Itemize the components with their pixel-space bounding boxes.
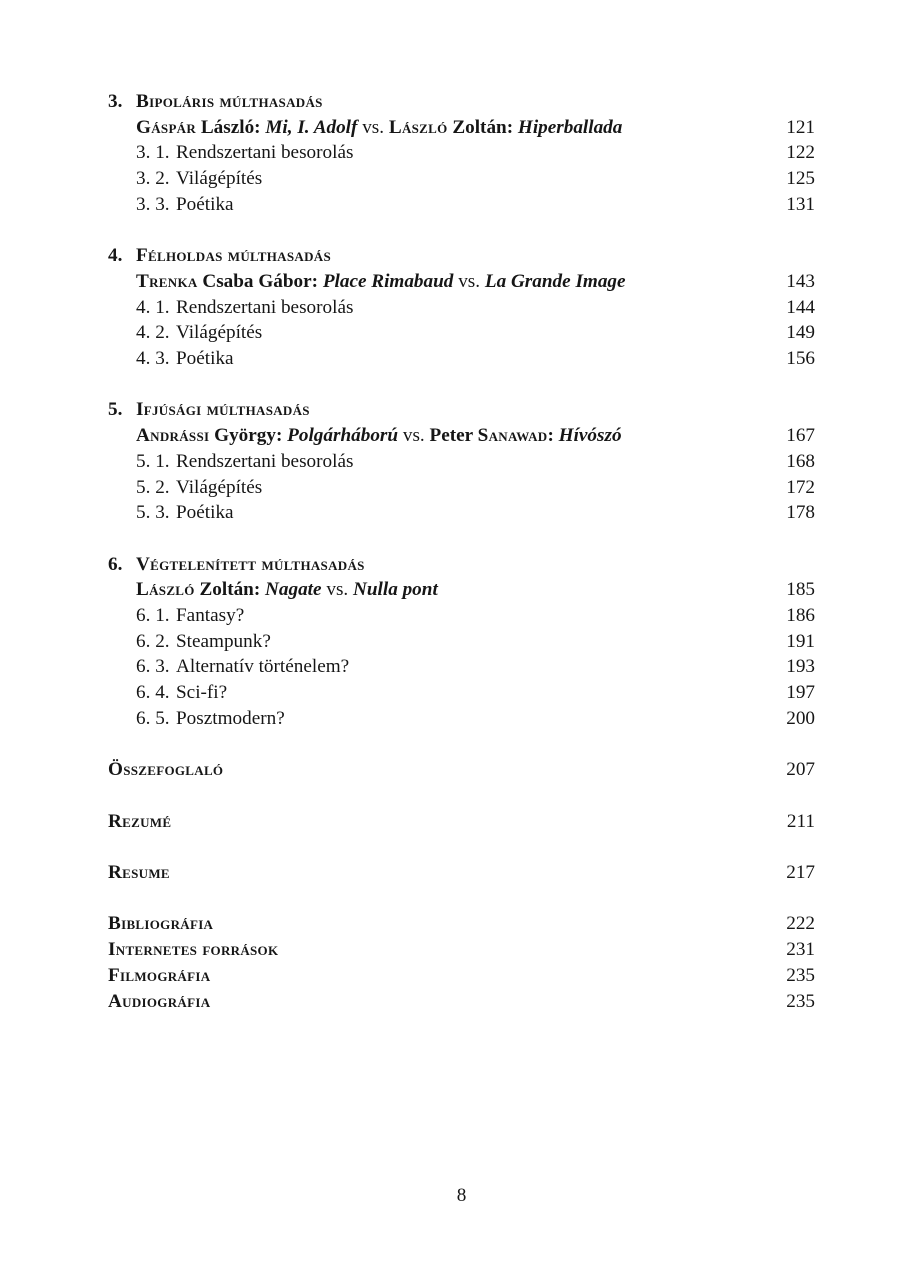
toc-row xyxy=(108,140,815,166)
toc-entry-number: 3. xyxy=(108,91,123,112)
toc-entry-text: Nulla pont xyxy=(353,579,438,601)
toc-entry-page: 185 xyxy=(786,579,815,601)
toc-entry-page: 168 xyxy=(786,450,815,472)
toc-entry-page: 217 xyxy=(786,862,815,883)
toc-entry-label xyxy=(108,243,815,269)
toc-entry-page: 197 xyxy=(786,682,815,704)
toc-entry-number: 3. 2. xyxy=(136,168,170,190)
toc-entry-text: Rendszertani besorolás xyxy=(176,142,354,164)
toc-entry-text: László xyxy=(136,579,195,601)
toc-row xyxy=(108,680,815,706)
toc-entry-text: Bibliográfia xyxy=(108,913,214,935)
toc-row xyxy=(108,911,815,937)
toc-entry-text: Poétika xyxy=(176,502,234,524)
toc-entry-label xyxy=(136,475,786,501)
toc-entry-page: 156 xyxy=(786,348,815,370)
toc-row xyxy=(108,706,815,732)
toc-entry-label xyxy=(136,603,786,629)
toc-entry-page: 121 xyxy=(786,116,815,138)
toc-entry-number: 5. 2. xyxy=(136,476,170,498)
toc-entry-page: 235 xyxy=(786,964,815,986)
toc-row xyxy=(108,423,815,449)
toc-row xyxy=(108,603,815,629)
toc-entry-text: Internetes források xyxy=(108,939,279,961)
toc-entry-text: Gáspár xyxy=(136,116,197,138)
toc-entry-label xyxy=(108,809,787,835)
toc-entry-number: 6. 3. xyxy=(136,656,170,678)
toc-entry-page: 207 xyxy=(786,759,815,781)
toc-entry-text: Hiperballada xyxy=(517,116,623,138)
toc-entry-text: vs. xyxy=(357,116,389,138)
toc-entry-number: 4. 2. xyxy=(136,322,170,344)
toc-entry-text: Világépítés xyxy=(176,322,263,344)
toc-entry-text: Poétika xyxy=(176,348,234,370)
toc-entry-text: Place Rimabaud xyxy=(322,270,454,292)
toc-entry-number: 6. 5. xyxy=(136,707,170,729)
toc-entry-number: 3. 3. xyxy=(136,193,170,215)
toc-row xyxy=(108,320,815,346)
toc-entry-label xyxy=(108,937,786,963)
toc-entry-label xyxy=(108,989,786,1015)
toc-entry-text: Alternatív történelem? xyxy=(176,656,350,678)
toc-row xyxy=(108,192,815,218)
toc-entry-page: 131 xyxy=(786,193,815,215)
toc-entry-label xyxy=(108,552,815,578)
toc-entry-label xyxy=(136,680,786,706)
toc-entry-page: 211 xyxy=(786,810,815,832)
toc-entry-label xyxy=(136,706,786,732)
toc-entry-page: 222 xyxy=(786,913,815,935)
toc-entry-text: Világépítés xyxy=(176,476,263,498)
toc-row xyxy=(108,860,815,886)
toc-entry-text: Csaba Gábor: xyxy=(197,270,323,292)
toc-row xyxy=(108,295,815,321)
toc-entry-text: Filmográfia xyxy=(108,964,211,986)
toc-entry-label xyxy=(136,115,786,141)
toc-entry-number: 3. 1. xyxy=(136,142,170,164)
toc-entry-label xyxy=(108,963,786,989)
toc-entry-number: 6. 4. xyxy=(136,682,170,704)
toc-entry-text: Resume xyxy=(108,862,170,883)
toc-entry-page: 186 xyxy=(786,605,815,627)
toc-entry-label xyxy=(136,269,786,295)
toc-entry-text: Bipoláris múlthasadás xyxy=(136,91,323,112)
toc-entry-text: Polgárháború xyxy=(287,425,399,447)
toc-entry-text: Audiográfia xyxy=(108,990,211,1012)
toc-entry-label xyxy=(108,397,815,423)
toc-entry-text: Andrássi xyxy=(136,425,210,447)
toc-row xyxy=(108,346,815,372)
toc-entry-label xyxy=(108,860,786,886)
toc-row xyxy=(108,449,815,475)
toc-entry-label xyxy=(108,757,786,783)
toc-entry-text: Világépítés xyxy=(176,168,263,190)
toc-entry-text: Zoltán: xyxy=(447,116,518,138)
toc-entry-text: Ifjúsági múlthasadás xyxy=(136,399,310,421)
toc-entry-label xyxy=(136,577,786,603)
toc-entry-text: Fantasy? xyxy=(176,605,245,627)
toc-entry-page: 172 xyxy=(786,476,815,498)
toc-entry-text: Peter xyxy=(429,425,478,447)
toc-row xyxy=(108,757,815,783)
toc-row xyxy=(108,552,815,578)
toc-entry-page: 167 xyxy=(786,425,815,447)
toc-entry-page: 144 xyxy=(786,296,815,318)
page-number-footer: 8 xyxy=(456,1185,467,1206)
toc-entry-page: 193 xyxy=(786,656,815,678)
toc-row xyxy=(108,629,815,655)
toc-row xyxy=(108,989,815,1015)
toc-entry-text: Poétika xyxy=(176,193,234,215)
toc-row xyxy=(108,500,815,526)
toc-entry-text: vs. xyxy=(398,425,430,447)
toc-row xyxy=(108,115,815,141)
toc-entry-text: Sci-fi? xyxy=(176,682,228,704)
toc-entry-text: La Grande Image xyxy=(484,270,626,292)
toc-entry-text: Zoltán: xyxy=(194,579,266,601)
toc-entry-text: György: xyxy=(209,425,288,447)
toc-row xyxy=(108,269,815,295)
toc-entry-text: Posztmodern? xyxy=(176,707,285,729)
toc-entry-label xyxy=(136,629,786,655)
toc xyxy=(108,89,815,1014)
toc-row xyxy=(108,89,815,115)
toc-entry-label xyxy=(136,423,786,449)
toc-entry-label xyxy=(136,654,786,680)
toc-entry-label xyxy=(108,89,815,115)
toc-entry-number: 5. 1. xyxy=(136,450,170,472)
toc-entry-label xyxy=(136,320,786,346)
toc-row xyxy=(108,577,815,603)
toc-entry-page: 125 xyxy=(786,168,815,190)
toc-entry-label xyxy=(136,192,786,218)
toc-row xyxy=(108,166,815,192)
toc-entry-page: 191 xyxy=(786,630,815,652)
toc-entry-text: László: xyxy=(196,116,266,138)
toc-entry-page: 143 xyxy=(786,270,815,292)
toc-entry-text: Összefoglaló xyxy=(108,759,224,781)
toc-entry-label xyxy=(136,140,786,166)
toc-entry-text: Félholdas múlthasadás xyxy=(136,245,331,267)
toc-entry-label xyxy=(136,166,786,192)
toc-entry-number: 4. 3. xyxy=(136,348,170,370)
toc-entry-text: László xyxy=(388,116,448,138)
toc-entry-text: Steampunk? xyxy=(176,630,271,652)
toc-entry-page: 231 xyxy=(786,939,815,961)
toc-row xyxy=(108,475,815,501)
toc-entry-text: Végtelenített múlthasadás xyxy=(136,553,365,575)
toc-entry-text: : xyxy=(547,425,559,447)
toc-row xyxy=(108,654,815,680)
toc-entry-page: 178 xyxy=(786,502,815,524)
toc-row xyxy=(108,397,815,423)
toc-entry-page: 200 xyxy=(786,707,815,729)
toc-entry-label xyxy=(136,295,786,321)
toc-entry-text: Nagate xyxy=(265,579,322,601)
toc-entry-page: 149 xyxy=(786,322,815,344)
toc-entry-label xyxy=(136,346,786,372)
toc-entry-text: Rendszertani besorolás xyxy=(176,296,354,318)
toc-entry-label xyxy=(136,500,786,526)
toc-entry-text: Rezumé xyxy=(108,810,172,832)
toc-entry-text: Rendszertani besorolás xyxy=(176,450,354,472)
toc-entry-number: 6. xyxy=(108,553,123,575)
toc-entry-page: 122 xyxy=(786,142,815,164)
toc-entry-label xyxy=(108,911,786,937)
toc-entry-number: 5. 3. xyxy=(136,502,170,524)
toc-entry-number: 6. 1. xyxy=(136,605,170,627)
toc-row xyxy=(108,243,815,269)
toc-entry-text: vs. xyxy=(321,579,353,601)
toc-row xyxy=(108,937,815,963)
toc-entry-number: 5. xyxy=(108,399,123,421)
toc-row xyxy=(108,963,815,989)
toc-entry-text: Hívószó xyxy=(558,425,622,447)
toc-row xyxy=(108,809,815,835)
toc-entry-text: Trenka xyxy=(136,270,198,292)
toc-entry-label xyxy=(136,449,786,475)
toc-entry-text: vs. xyxy=(453,270,485,292)
toc-entry-text: Sanawad xyxy=(477,425,548,447)
toc-entry-number: 4. xyxy=(108,245,123,267)
toc-entry-text: Mi, I. Adolf xyxy=(265,116,358,138)
toc-entry-number: 6. 2. xyxy=(136,630,170,652)
toc-entry-number: 4. 1. xyxy=(136,296,170,318)
toc-entry-page: 235 xyxy=(786,990,815,1012)
